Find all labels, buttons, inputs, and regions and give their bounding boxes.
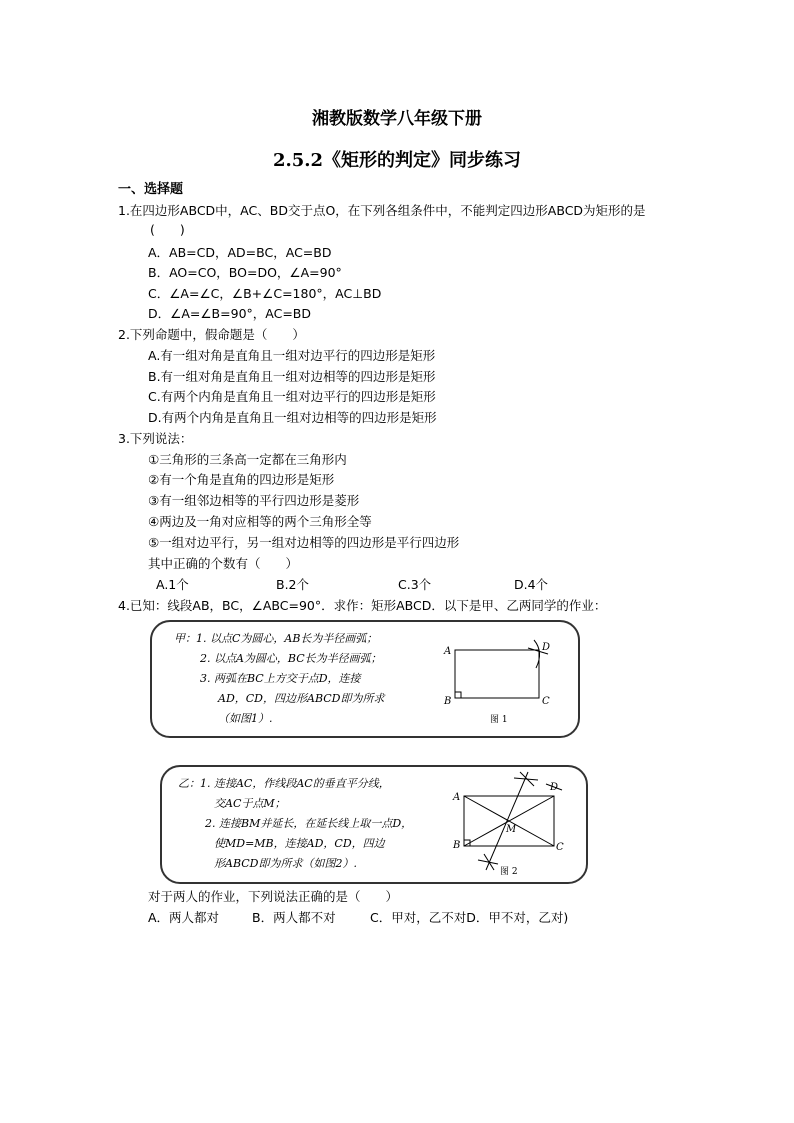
fig2-caption: 图 2 <box>500 867 518 877</box>
yi-line-2: 交AC于点M； <box>214 797 286 810</box>
q3-item-2: ②有一个角是直角的四边形是矩形 <box>148 472 335 487</box>
q3-option-a: A.1个 <box>156 577 189 592</box>
q2-stem: 2.下列命题中，假命题是（ ） <box>118 327 305 342</box>
q4-stem: 4.已知：线段AB，BC，∠ABC=90°．求作：矩形ABCD．以下是甲、乙两同学的作业： <box>118 598 607 613</box>
q3-item-5: ⑤一组对边平行，另一组对边相等的四边形是平行四边形 <box>148 535 460 550</box>
fig1-rectangle <box>455 650 539 698</box>
fig1-caption: 图 1 <box>490 715 508 725</box>
q3-count-question: 其中正确的个数有（ ） <box>148 556 299 571</box>
fig2-label-d: D <box>550 782 559 793</box>
fig2-label-b: B <box>453 840 461 851</box>
q4-option-a: A．两人都对 <box>148 910 220 925</box>
q1-option-b: B．AO=CO，BO=DO，∠A=90° <box>148 265 342 280</box>
q2-option-d: D.有两个内角是直角且一组对边相等的四边形是矩形 <box>148 410 437 425</box>
q3-item-4: ④两边及一角对应相等的两个三角形全等 <box>148 514 372 529</box>
q1-option-d: D．∠A=∠B=90°，AC=BD <box>148 306 312 321</box>
doc-subtitle: 2.5.2《矩形的判定》同步练习 <box>272 150 522 171</box>
jia-line-2: 2. 以点A为圆心，BC长为半径画弧； <box>200 652 382 665</box>
yi-line-1: 乙：1. 连接AC，作线段AC的垂直平分线， <box>178 777 390 790</box>
figure-2 <box>450 768 575 878</box>
q1-blank: ( ) <box>150 222 185 237</box>
q3-option-b: B.2个 <box>276 577 310 592</box>
yi-line-4: 使MD=MB，连接AD，CD，四边 <box>214 837 385 850</box>
fig1-label-a: A <box>444 646 452 657</box>
q1-option-a: A．AB=CD，AD=BC，AC=BD <box>148 245 332 260</box>
fig1-label-d: D <box>542 642 551 653</box>
fig2-perp-bisector <box>486 772 528 870</box>
q3-item-1: ①三角形的三条高一定都在三角形内 <box>148 452 347 467</box>
q3-stem: 3.下列说法： <box>118 431 193 446</box>
yi-line-3: 2. 连接BM并延长，在延长线上取一点D， <box>205 817 413 830</box>
fig2-label-m: M <box>506 824 517 835</box>
section-heading: 一、选择题 <box>118 182 184 197</box>
q4-option-b: B．两人都不对 <box>252 910 336 925</box>
q2-option-c: C.有两个内角是直角且一组对边平行的四边形是矩形 <box>148 389 436 404</box>
fig2-label-c: C <box>556 842 564 853</box>
q4-option-cd: C．甲对，乙不对D．甲不对，乙对) <box>370 910 569 925</box>
fig1-label-c: C <box>542 696 550 707</box>
q4-question: 对于两人的作业，下列说法正确的是（ ） <box>148 889 399 904</box>
q2-option-b: B.有一组对角是直角且一组对边相等的四边形是矩形 <box>148 369 436 384</box>
q3-item-3: ③有一组邻边相等的平行四边形是菱形 <box>148 493 360 508</box>
q2-option-a: A.有一组对角是直角且一组对边平行的四边形是矩形 <box>148 348 436 363</box>
doc-title: 湘教版数学八年级下册 <box>312 109 482 129</box>
jia-line-4: AD，CD，四边形ABCD即为所求 <box>218 692 385 705</box>
q1-option-c: C．∠A=∠C，∠B+∠C=180°，AC⊥BD <box>148 286 382 301</box>
fig1-right-angle-mark <box>455 692 461 698</box>
fig1-label-b: B <box>444 696 452 707</box>
jia-line-1: 甲：1. 以点C为圆心，AB长为半径画弧； <box>174 632 378 645</box>
q3-option-c: C.3个 <box>398 577 432 592</box>
q1-stem: 1.在四边形ABCD中，AC、BD交于点O，在下列各组条件中，不能判定四边形ABCD为矩形的是 <box>118 203 646 218</box>
q3-option-d: D.4个 <box>514 577 549 592</box>
jia-line-3: 3. 两弧在BC上方交于点D，连接 <box>200 672 361 685</box>
figure-1 <box>430 632 570 728</box>
fig2-label-a: A <box>453 792 461 803</box>
yi-line-5: 形ABCD即为所求（如图2）. <box>214 857 357 870</box>
jia-line-5: （如图1）. <box>218 712 273 725</box>
